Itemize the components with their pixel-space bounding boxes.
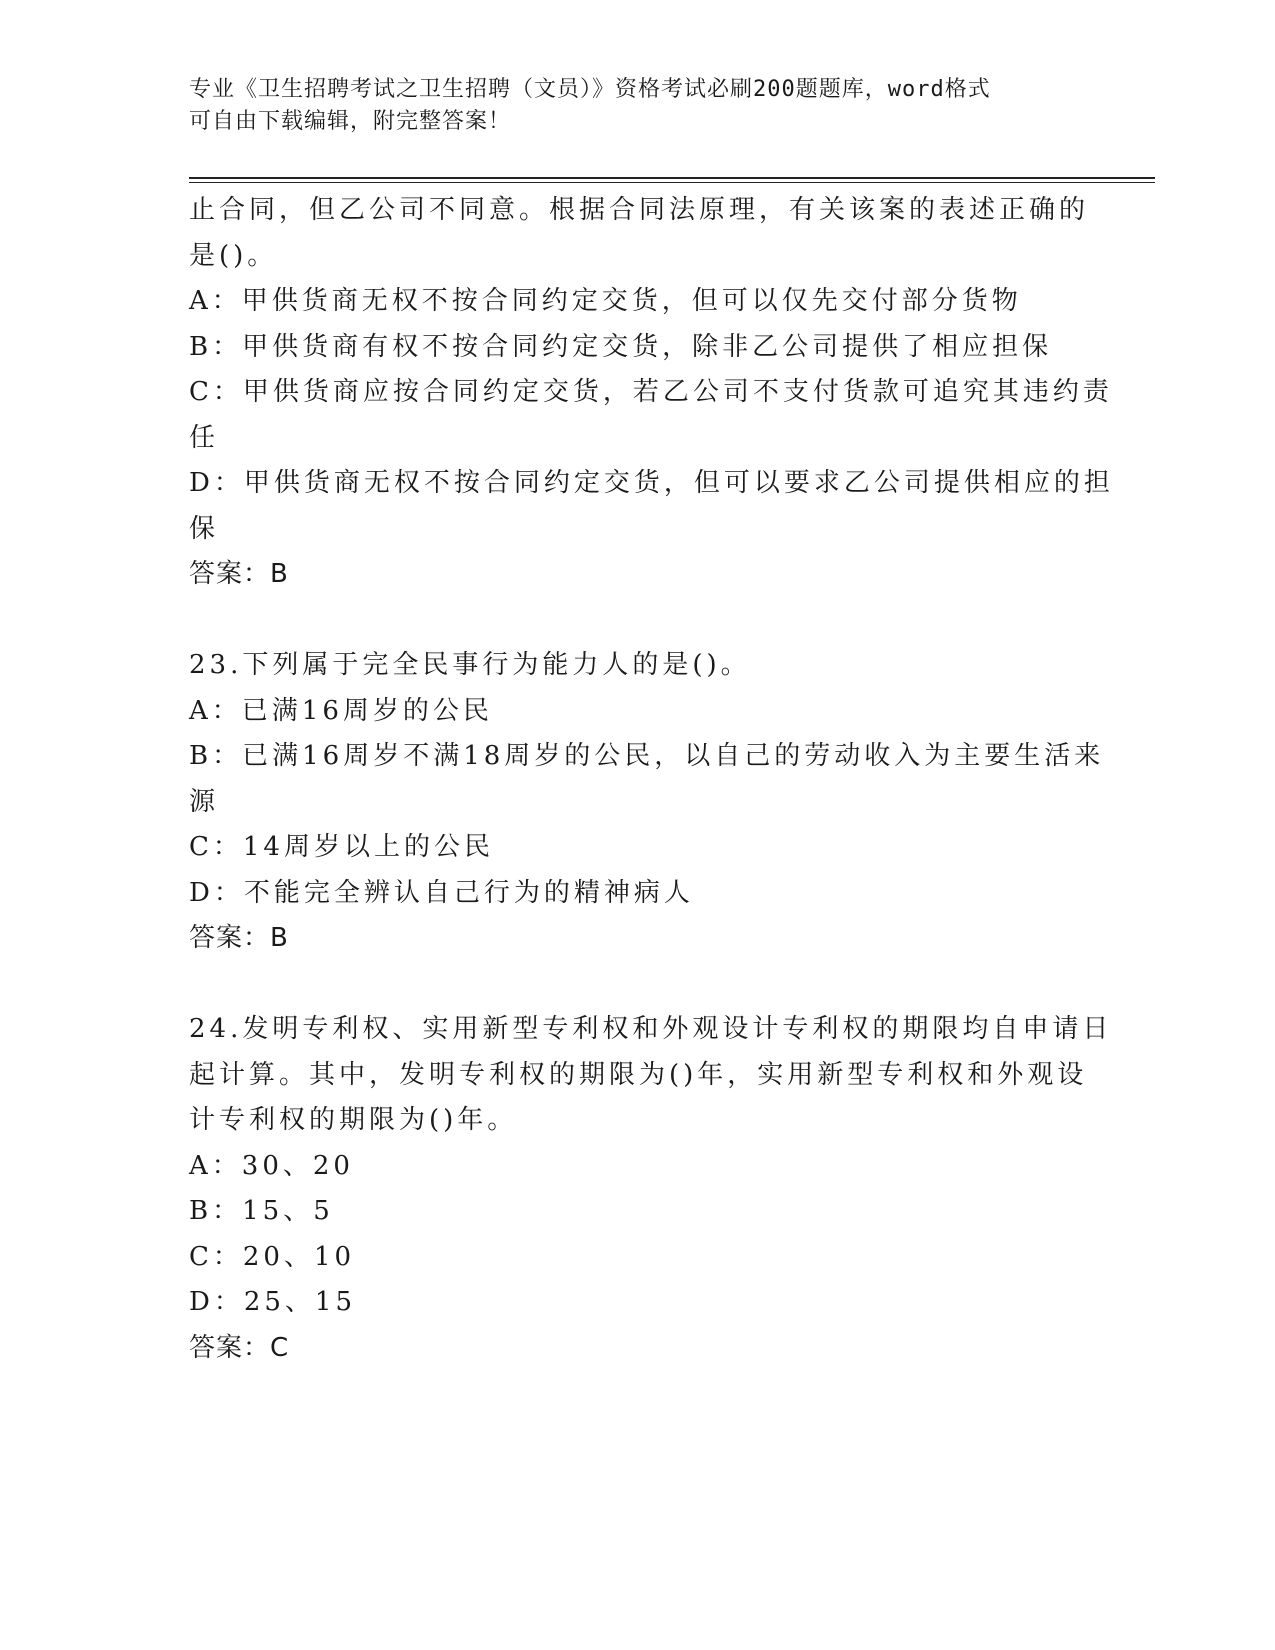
answer-line: 答案：C <box>189 1332 290 1363</box>
header-title-line-1: 专业《卫生招聘考试之卫生招聘（文员）》资格考试必刷200题题库，word格式 <box>189 77 991 102</box>
question-stem-line: 24.发明专利权、实用新型专利权和外观设计专利权的期限均自申请日 <box>189 1014 1113 1044</box>
header-divider-thin <box>189 182 1155 183</box>
option-a: A：30、20 <box>189 1150 354 1181</box>
option-d: D：不能完全辨认自己行为的精神病人 <box>189 877 694 908</box>
option-d-continued: 保 <box>189 513 220 544</box>
question-stem-line: 是()。 <box>189 240 278 271</box>
option-d: D：25、15 <box>189 1287 357 1317</box>
option-d: D：甲供货商无权不按合同约定交货，但可以要求乙公司提供相应的担 <box>189 468 1114 498</box>
option-b: B：已满16周岁不满18周岁的公民，以自己的劳动收入为主要生活来 <box>189 741 1105 771</box>
question-24 <box>189 1007 1113 1371</box>
header-divider-thick <box>189 177 1155 179</box>
option-b-continued: 源 <box>189 786 220 817</box>
question-stem-line: 计专利权的期限为()年。 <box>189 1105 518 1135</box>
spacer <box>189 962 1079 1008</box>
option-a: A：甲供货商无权不按合同约定交货，但可以仅先交付部分货物 <box>189 286 1022 316</box>
option-b: B：甲供货商有权不按合同约定交货，除非乙公司提供了相应担保 <box>189 331 1053 362</box>
question-23 <box>189 643 1105 962</box>
spacer <box>189 598 1079 644</box>
option-b: B：15、5 <box>189 1196 334 1226</box>
answer-line: 答案：B <box>189 559 289 589</box>
option-c: C：20、10 <box>189 1241 356 1272</box>
answer-line: 答案：B <box>189 923 289 953</box>
option-a: A：已满16周岁的公民 <box>189 695 493 726</box>
question-content <box>189 188 1114 1371</box>
question-stem-line: 起计算。其中，发明专利权的期限为()年，实用新型专利权和外观设 <box>189 1059 1088 1090</box>
question-stem-line: 23.下列属于完全民事行为能力人的是()。 <box>189 650 751 680</box>
question-stem-line: 止合同，但乙公司不同意。根据合同法原理，有关该案的表述正确的 <box>189 195 1090 225</box>
question-22 <box>189 188 1114 598</box>
option-c-continued: 任 <box>189 422 220 453</box>
header-title-line-2: 可自由下载编辑，附完整答案！ <box>189 109 512 134</box>
option-c: C：14周岁以上的公民 <box>189 832 494 862</box>
document-header <box>189 74 1069 138</box>
option-c: C：甲供货商应按合同约定交货，若乙公司不支付货款可追究其违约责 <box>189 377 1113 407</box>
